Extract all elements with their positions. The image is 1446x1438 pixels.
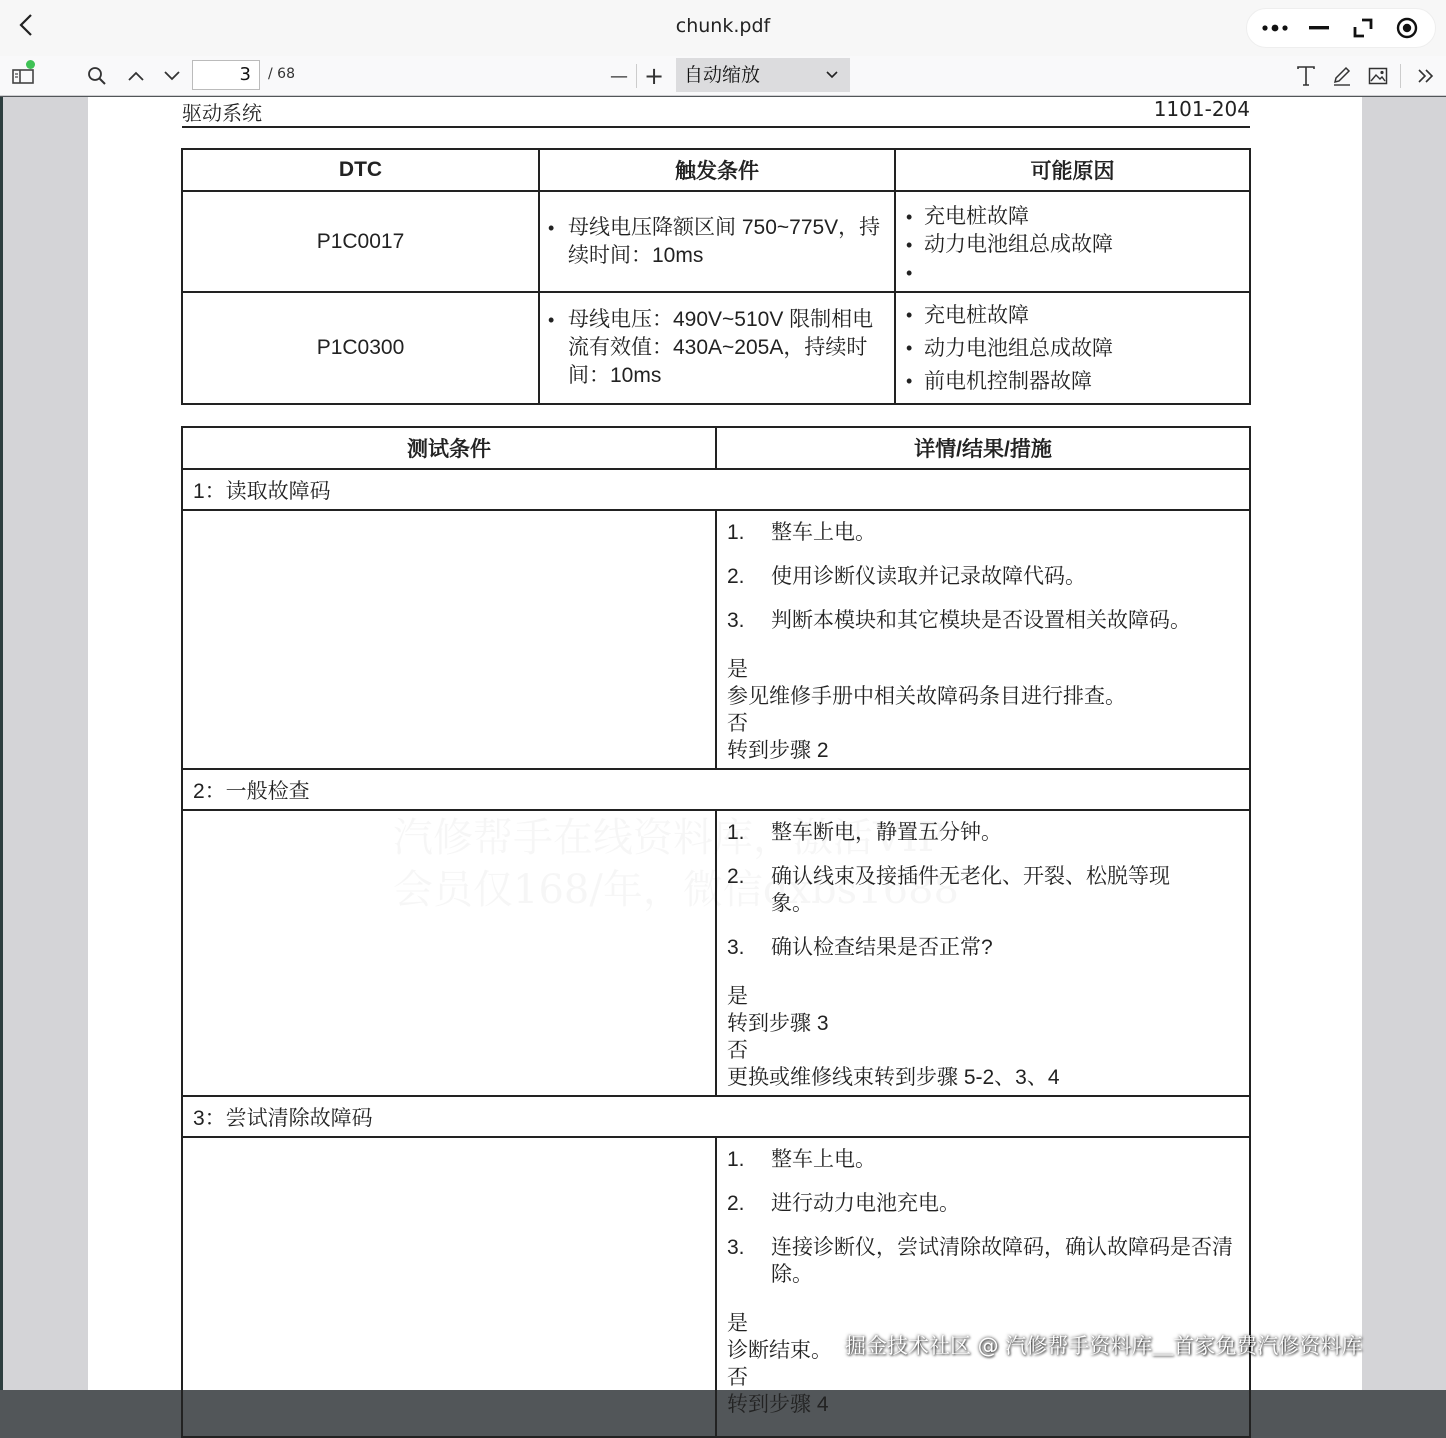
search-icon [87,66,107,86]
cause-item: • 充电桩故障 [906,203,1239,231]
chevron-down-icon [163,70,181,82]
step-body-row [182,810,1250,1096]
next-page-button[interactable] [158,60,186,92]
step-title: 1：读取故障码 [182,469,1250,510]
step-details [716,510,1250,769]
text-tool-button[interactable] [1292,60,1320,92]
notification-dot [26,60,35,69]
chevron-up-icon [127,70,145,82]
window-edge [0,97,3,1390]
double-chevron-right-icon [1417,68,1435,84]
possible-causes [895,191,1250,292]
list-item [727,819,1239,846]
step-details [716,1137,1250,1437]
restore-icon [1353,18,1373,38]
result-action: 转到步骤 4 [727,1393,829,1416]
result-action: 更换或维修线束转到步骤 5-2、3、4 [727,1066,1060,1089]
result-no: 否 [727,712,748,735]
trigger-condition [539,191,895,292]
item-text: 整车上电。 [771,521,876,544]
toolbar-divider [1400,64,1401,88]
result-no: 否 [727,1039,748,1062]
step-details [716,810,1250,1096]
record-button[interactable] [1389,13,1425,43]
table-row [182,191,1250,292]
result-yes: 是 [727,985,748,1008]
item-text: 判断本模块和其它模块是否设置相关故障码。 [771,609,1191,632]
page-total: / 68 [268,66,295,82]
result-action: 转到步骤 3 [727,1012,829,1035]
list-item [727,863,1239,917]
more-button[interactable] [1257,13,1293,43]
possible-causes [895,292,1250,404]
item-text: 整车上电。 [771,1148,876,1171]
item-number: 1. [727,1148,745,1171]
test-condition-cell [182,1137,716,1437]
dtc-code: P1C0017 [182,191,539,292]
window-controls [1246,8,1436,48]
text-icon [1297,66,1315,86]
item-text: 确认线束及接插件无老化、开裂、松脱等现象。 [771,865,1170,915]
zoom-select-value: 自动缩放 [684,64,761,86]
zoom-in-button[interactable]: + [643,62,665,90]
previous-page-button[interactable] [122,60,150,92]
step-body-row [182,510,1250,769]
table-row [182,292,1250,404]
document-title: chunk.pdf [675,15,771,37]
result-action: 诊断结束。 [727,1339,832,1362]
item-number: 1. [727,821,745,844]
list-item [727,519,1239,546]
cause-item: • 动力电池组总成故障 [906,231,1239,259]
test-condition-cell [182,810,716,1096]
test-condition-cell [182,510,716,769]
bullet-text: • 母线电压：490V~510V 限制相电流有效值：430A~205A，持续时间：10ms [548,306,884,390]
pen-icon [1332,66,1352,86]
pdf-page [88,97,1362,1416]
image-tool-button[interactable] [1364,60,1392,92]
header-rule [182,126,1250,128]
page-number-input[interactable]: 3 [192,60,260,90]
column-header: DTC [182,149,539,191]
test-procedure-table [181,426,1251,1438]
result-yes: 是 [727,658,748,681]
document-viewer[interactable] [0,97,1446,1416]
list-item [727,1234,1239,1288]
minimize-button[interactable] [1301,13,1337,43]
chevron-down-icon [826,58,838,92]
dtc-code: P1C0300 [182,292,539,404]
cause-item: • 动力电池组总成故障 [906,332,1239,365]
item-number: 1. [727,521,745,544]
item-number: 3. [727,609,745,632]
site-watermark: 掘金技术社区 @ 汽修帮手资料库＿首家免费汽修资料库 [845,1334,1363,1358]
list-item [727,1146,1239,1173]
cause-item: • 前电机控制器故障 [906,365,1239,398]
column-header: 可能原因 [895,149,1250,191]
list-item [727,563,1239,590]
list-item [727,1190,1239,1217]
minimize-icon [1309,26,1329,30]
item-number: 3. [727,1236,745,1259]
cause-item [906,259,1239,281]
result-yes: 是 [727,1312,748,1335]
cause-item: • 充电桩故障 [906,299,1239,332]
bullet-text: • 母线电压降额区间 750~775V，持续时间：10ms [548,214,884,270]
sidebar-icon [12,67,34,85]
draw-tool-button[interactable] [1328,60,1356,92]
item-text: 使用诊断仪读取并记录故障代码。 [771,565,1086,588]
item-text: 进行动力电池充电。 [771,1192,960,1215]
item-number: 2. [727,865,745,888]
dtc-table [181,148,1251,405]
zoom-select[interactable] [676,58,850,92]
step-title-row [182,469,1250,510]
item-number: 2. [727,1192,745,1215]
column-header: 测试条件 [182,427,716,469]
table-header-row [182,427,1250,469]
column-header: 详情/结果/措施 [716,427,1250,469]
item-text: 确认检查结果是否正常? [771,936,993,959]
image-icon [1368,67,1388,85]
list-item [727,607,1239,634]
restore-button[interactable] [1345,13,1381,43]
title-bar [0,0,1446,56]
find-button[interactable] [82,60,112,92]
step-title-row [182,1096,1250,1137]
step-body-row [182,1137,1250,1437]
toolbar-divider [636,64,637,88]
page-header-section: 驱动系统 [182,101,262,125]
more-icon [1262,24,1288,32]
list-item [727,934,1239,961]
step-title: 2：一般检查 [182,769,1250,810]
result-action: 参见维修手册中相关故障码条目进行排查。 [727,685,1126,708]
trigger-condition [539,292,895,404]
result-action: 转到步骤 2 [727,739,829,762]
zoom-out-button[interactable]: — [610,65,628,87]
column-header: 触发条件 [539,149,895,191]
table-header-row [182,149,1250,191]
item-number: 2. [727,565,745,588]
record-icon [1396,17,1418,39]
page-header-code: 1101-204 [1153,97,1250,121]
item-text: 连接诊断仪，尝试清除故障码，确认故障码是否清除。 [771,1236,1233,1286]
step-title-row [182,769,1250,810]
item-number: 3. [727,936,745,959]
item-text: 整车断电，静置五分钟。 [771,821,1002,844]
step-title: 3：尝试清除故障码 [182,1096,1250,1137]
tools-menu-button[interactable] [1412,60,1440,92]
result-no: 否 [727,1366,748,1389]
